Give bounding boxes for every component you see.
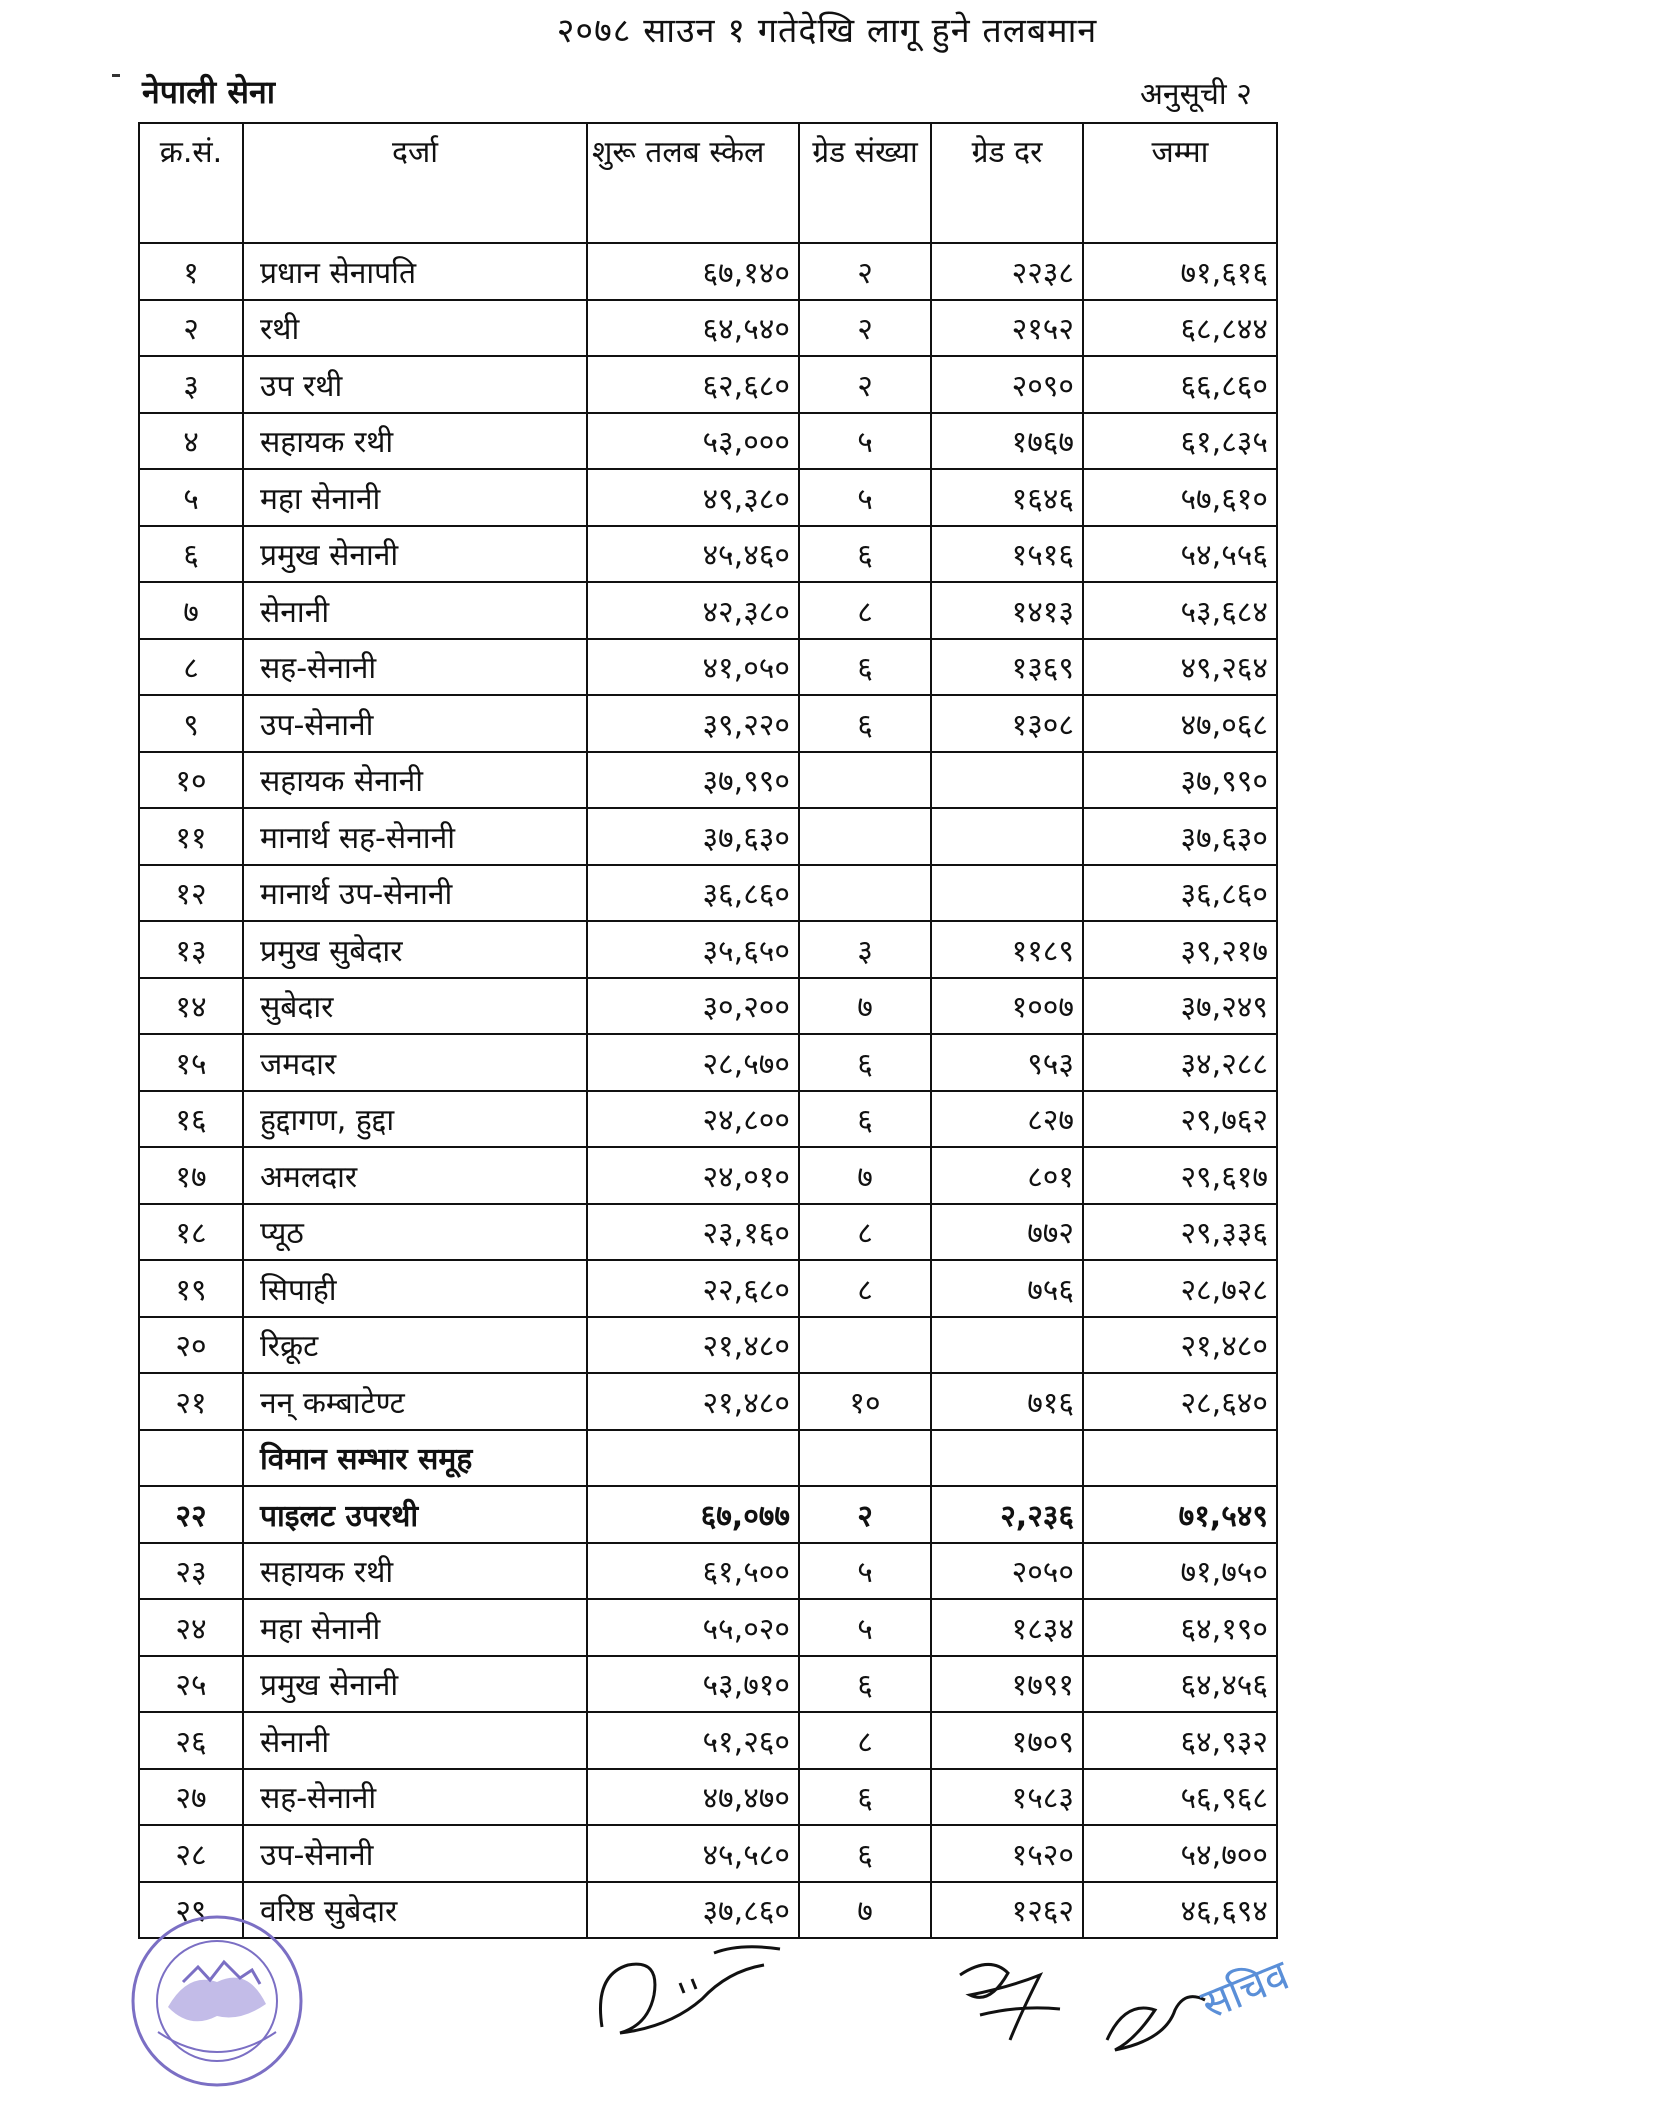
cell-total: ३७,९९० <box>1083 752 1277 809</box>
cell-total: ६४,४५६ <box>1083 1656 1277 1713</box>
document-title: २०७८ साउन १ गतेदेखि लागू हुने तलबमान <box>556 11 1098 51</box>
section-header-row <box>139 1430 1277 1487</box>
table-row <box>139 1034 1277 1091</box>
cell-start-scale: ६४,५४० <box>587 300 799 357</box>
cell-grade-rate: ११८९ <box>931 921 1083 978</box>
cell-grade-count: ६ <box>799 526 931 583</box>
table-row <box>139 469 1277 526</box>
cell-total: ४९,२६४ <box>1083 639 1277 696</box>
cell-total: ६१,८३५ <box>1083 413 1277 470</box>
cell-rank: रिक्रूट <box>243 1317 587 1374</box>
cell-total: २९,७६२ <box>1083 1091 1277 1148</box>
cell-grade-rate: ८२७ <box>931 1091 1083 1148</box>
cell-total: २९,३३६ <box>1083 1204 1277 1261</box>
cell-sn: ३ <box>139 356 243 413</box>
table-row <box>139 808 1277 865</box>
cell-grade-rate: १७६७ <box>931 413 1083 470</box>
cell-start-scale: ३९,२२० <box>587 695 799 752</box>
cell-grade-rate: १७९१ <box>931 1656 1083 1713</box>
cell-sn: ६ <box>139 526 243 583</box>
cell-sn: १० <box>139 752 243 809</box>
header-total: जम्मा <box>1083 123 1277 243</box>
cell-rank: सहायक सेनानी <box>243 752 587 809</box>
cell-rank: महा सेनानी <box>243 1599 587 1656</box>
cell-total: ५६,९६८ <box>1083 1769 1277 1826</box>
cell-grade-count: १० <box>799 1373 931 1430</box>
cell-sn: ४ <box>139 413 243 470</box>
cell-sn: १ <box>139 243 243 300</box>
cell-grade-count: ८ <box>799 1204 931 1261</box>
cell-total: २१,४८० <box>1083 1317 1277 1374</box>
cell-total: २८,६४० <box>1083 1373 1277 1430</box>
cell-grade-count: ६ <box>799 1769 931 1826</box>
cell-grade-count: ७ <box>799 978 931 1035</box>
cell-start-scale: २१,४८० <box>587 1317 799 1374</box>
cell-sn: २२ <box>139 1486 243 1543</box>
table-row <box>139 752 1277 809</box>
cell-grade-count: २ <box>799 356 931 413</box>
cell-start-scale: ६७,०७७ <box>587 1486 799 1543</box>
table-header-row <box>139 123 1277 243</box>
header-grade-rate: ग्रेड दर <box>931 123 1083 243</box>
cell-grade-count: ६ <box>799 1825 931 1882</box>
cell-grade-count: ६ <box>799 639 931 696</box>
cell-grade-count <box>799 865 931 922</box>
header-start-scale: शुरू तलब स्केल <box>587 123 799 243</box>
signature-2 <box>950 1945 1070 2055</box>
cell-grade-count: ५ <box>799 469 931 526</box>
cell-start-scale: ६७,१४० <box>587 243 799 300</box>
cell-grade-rate <box>931 1317 1083 1374</box>
cell-sn: १७ <box>139 1147 243 1204</box>
cell-grade-count: २ <box>799 300 931 357</box>
cell-start-scale: २३,१६० <box>587 1204 799 1261</box>
cell-total: ५४,५५६ <box>1083 526 1277 583</box>
cell-grade-count <box>799 1317 931 1374</box>
cell-grade-rate: २०५० <box>931 1543 1083 1600</box>
cell-total: ५३,६८४ <box>1083 582 1277 639</box>
cell-rank: मानार्थ सह-सेनानी <box>243 808 587 865</box>
secretary-label: सचिव <box>1194 1949 1296 2029</box>
cell-grade-rate: १५१६ <box>931 526 1083 583</box>
government-seal-stamp <box>128 1912 306 2090</box>
cell-sn: १५ <box>139 1034 243 1091</box>
cell-start-scale: ४१,०५० <box>587 639 799 696</box>
cell-rank: महा सेनानी <box>243 469 587 526</box>
cell-sn: २९ <box>139 1882 243 1939</box>
cell-total: ७१,६१६ <box>1083 243 1277 300</box>
cell-total: २९,६१७ <box>1083 1147 1277 1204</box>
cell-start-scale: ४५,५८० <box>587 1825 799 1882</box>
cell-start-scale: ५५,०२० <box>587 1599 799 1656</box>
cell-start-scale: ५३,००० <box>587 413 799 470</box>
cell-grade-rate <box>931 1430 1083 1487</box>
cell-start-scale: २४,०१० <box>587 1147 799 1204</box>
cell-sn: २० <box>139 1317 243 1374</box>
cell-rank: सह-सेनानी <box>243 639 587 696</box>
cell-start-scale: ३७,९९० <box>587 752 799 809</box>
cell-grade-rate: २१५२ <box>931 300 1083 357</box>
cell-grade-count: ८ <box>799 1260 931 1317</box>
cell-total: ३७,६३० <box>1083 808 1277 865</box>
signature-1 <box>590 1935 790 2045</box>
table-row <box>139 582 1277 639</box>
cell-rank: सेनानी <box>243 582 587 639</box>
cell-sn: २४ <box>139 1599 243 1656</box>
table-row <box>139 1882 1277 1939</box>
table-row <box>139 1769 1277 1826</box>
cell-grade-rate: ८०१ <box>931 1147 1083 1204</box>
table-row <box>139 1260 1277 1317</box>
cell-total: ३७,२४९ <box>1083 978 1277 1035</box>
table-row <box>139 1825 1277 1882</box>
cell-rank: अमलदार <box>243 1147 587 1204</box>
cell-sn: ९ <box>139 695 243 752</box>
cell-rank: विमान सम्भार समूह <box>243 1430 587 1487</box>
cell-total: ५४,७०० <box>1083 1825 1277 1882</box>
cell-grade-count <box>799 808 931 865</box>
cell-start-scale: ३५,६५० <box>587 921 799 978</box>
cell-grade-rate: १३०८ <box>931 695 1083 752</box>
cell-total: ६६,८६० <box>1083 356 1277 413</box>
table-row <box>139 1712 1277 1769</box>
cell-start-scale: २८,५७० <box>587 1034 799 1091</box>
cell-grade-count <box>799 752 931 809</box>
cell-start-scale: ३०,२०० <box>587 978 799 1035</box>
cell-rank: उप रथी <box>243 356 587 413</box>
table-row <box>139 1147 1277 1204</box>
table-row <box>139 695 1277 752</box>
cell-start-scale: ४७,४७० <box>587 1769 799 1826</box>
table-body <box>139 243 1277 1938</box>
cell-grade-rate: २२३८ <box>931 243 1083 300</box>
table-row <box>139 1486 1277 1543</box>
table-row <box>139 865 1277 922</box>
cell-rank: सहायक रथी <box>243 413 587 470</box>
cell-start-scale <box>587 1430 799 1487</box>
cell-grade-rate: २०९० <box>931 356 1083 413</box>
cell-start-scale: २२,६८० <box>587 1260 799 1317</box>
table-row <box>139 1543 1277 1600</box>
table-row <box>139 1091 1277 1148</box>
cell-sn: १४ <box>139 978 243 1035</box>
cell-grade-rate: २,२३६ <box>931 1486 1083 1543</box>
header-sn: क्र.सं. <box>139 123 243 243</box>
cell-grade-count <box>799 1430 931 1487</box>
cell-rank: सेनानी <box>243 1712 587 1769</box>
cell-sn <box>139 1430 243 1487</box>
cell-grade-count: ६ <box>799 1091 931 1148</box>
table-row <box>139 356 1277 413</box>
cell-sn: १२ <box>139 865 243 922</box>
table-row <box>139 300 1277 357</box>
cell-rank: जमदार <box>243 1034 587 1091</box>
cell-total: २८,७२८ <box>1083 1260 1277 1317</box>
cell-total: ३४,२८८ <box>1083 1034 1277 1091</box>
cell-sn: १८ <box>139 1204 243 1261</box>
cell-sn: २ <box>139 300 243 357</box>
cell-sn: २३ <box>139 1543 243 1600</box>
cell-total <box>1083 1430 1277 1487</box>
cell-grade-rate: १२६२ <box>931 1882 1083 1939</box>
cell-rank: प्यूठ <box>243 1204 587 1261</box>
cell-start-scale: ४५,४६० <box>587 526 799 583</box>
cell-total: ६४,९३२ <box>1083 1712 1277 1769</box>
cell-rank: प्रधान सेनापति <box>243 243 587 300</box>
cell-rank: सुबेदार <box>243 978 587 1035</box>
cell-grade-count: ५ <box>799 1599 931 1656</box>
cell-rank: वरिष्ठ सुबेदार <box>243 1882 587 1939</box>
cell-sn: ७ <box>139 582 243 639</box>
cell-rank: प्रमुख सुबेदार <box>243 921 587 978</box>
cell-sn: १९ <box>139 1260 243 1317</box>
cell-grade-count: ७ <box>799 1882 931 1939</box>
cell-grade-rate: ७५६ <box>931 1260 1083 1317</box>
cell-start-scale: ३७,६३० <box>587 808 799 865</box>
cell-grade-count: ८ <box>799 582 931 639</box>
cell-sn: ५ <box>139 469 243 526</box>
cell-grade-count: २ <box>799 1486 931 1543</box>
cell-total: ६८,८४४ <box>1083 300 1277 357</box>
cell-sn: ११ <box>139 808 243 865</box>
cell-rank: हुद्दागण, हुद्दा <box>243 1091 587 1148</box>
annex-label: अनुसूची २ <box>1140 77 1252 112</box>
cell-grade-count: ६ <box>799 695 931 752</box>
cell-grade-rate: १८३४ <box>931 1599 1083 1656</box>
organization-name: नेपाली सेना <box>142 73 276 111</box>
cell-rank: मानार्थ उप-सेनानी <box>243 865 587 922</box>
margin-mark <box>112 74 120 77</box>
cell-rank: प्रमुख सेनानी <box>243 526 587 583</box>
header-rank: दर्जा <box>243 123 587 243</box>
cell-start-scale: ६२,६८० <box>587 356 799 413</box>
cell-rank: उप-सेनानी <box>243 1825 587 1882</box>
cell-grade-count: ३ <box>799 921 931 978</box>
cell-grade-rate: १३६९ <box>931 639 1083 696</box>
cell-grade-count: ८ <box>799 1712 931 1769</box>
cell-start-scale: ३६,८६० <box>587 865 799 922</box>
cell-grade-count: ७ <box>799 1147 931 1204</box>
cell-total: ७१,७५० <box>1083 1543 1277 1600</box>
cell-grade-rate: १४१३ <box>931 582 1083 639</box>
table-row <box>139 243 1277 300</box>
cell-grade-rate <box>931 752 1083 809</box>
cell-sn: ८ <box>139 639 243 696</box>
cell-rank: सिपाही <box>243 1260 587 1317</box>
cell-sn: २१ <box>139 1373 243 1430</box>
cell-start-scale: ३७,८६० <box>587 1882 799 1939</box>
cell-total: ४६,६९४ <box>1083 1882 1277 1939</box>
cell-rank: उप-सेनानी <box>243 695 587 752</box>
cell-rank: नन् कम्बाटेण्ट <box>243 1373 587 1430</box>
cell-grade-rate: १६४६ <box>931 469 1083 526</box>
cell-grade-rate: १५२० <box>931 1825 1083 1882</box>
cell-grade-rate: १७०९ <box>931 1712 1083 1769</box>
cell-total: ७१,५४९ <box>1083 1486 1277 1543</box>
cell-rank: पाइलट उपरथी <box>243 1486 587 1543</box>
cell-grade-rate: १००७ <box>931 978 1083 1035</box>
cell-start-scale: २४,८०० <box>587 1091 799 1148</box>
cell-grade-count: ५ <box>799 413 931 470</box>
cell-total: ४७,०६८ <box>1083 695 1277 752</box>
cell-grade-rate: १५८३ <box>931 1769 1083 1826</box>
table-row <box>139 1204 1277 1261</box>
cell-grade-rate: ७१६ <box>931 1373 1083 1430</box>
cell-sn: २५ <box>139 1656 243 1713</box>
cell-rank: सहायक रथी <box>243 1543 587 1600</box>
table-row <box>139 1656 1277 1713</box>
table-row <box>139 921 1277 978</box>
table-row <box>139 1373 1277 1430</box>
cell-total: ३९,२१७ <box>1083 921 1277 978</box>
cell-start-scale: ४२,३८० <box>587 582 799 639</box>
table-row <box>139 526 1277 583</box>
salary-table <box>138 122 1278 1939</box>
cell-grade-count: २ <box>799 243 931 300</box>
header-grade-count: ग्रेड संख्या <box>799 123 931 243</box>
cell-total: ३६,८६० <box>1083 865 1277 922</box>
cell-start-scale: ५३,७१० <box>587 1656 799 1713</box>
cell-start-scale: २१,४८० <box>587 1373 799 1430</box>
cell-rank: प्रमुख सेनानी <box>243 1656 587 1713</box>
cell-grade-rate <box>931 808 1083 865</box>
cell-rank: रथी <box>243 300 587 357</box>
cell-grade-count: ६ <box>799 1656 931 1713</box>
table-row <box>139 978 1277 1035</box>
table-row <box>139 1317 1277 1374</box>
cell-sn: २७ <box>139 1769 243 1826</box>
cell-grade-rate: ७७२ <box>931 1204 1083 1261</box>
table-row <box>139 413 1277 470</box>
cell-grade-count: ५ <box>799 1543 931 1600</box>
cell-total: ५७,६१० <box>1083 469 1277 526</box>
table-row <box>139 1599 1277 1656</box>
cell-sn: २६ <box>139 1712 243 1769</box>
cell-sn: १६ <box>139 1091 243 1148</box>
cell-total: ६४,१९० <box>1083 1599 1277 1656</box>
table-row <box>139 639 1277 696</box>
cell-start-scale: ४९,३८० <box>587 469 799 526</box>
cell-sn: २८ <box>139 1825 243 1882</box>
cell-grade-rate: ९५३ <box>931 1034 1083 1091</box>
cell-start-scale: ६१,५०० <box>587 1543 799 1600</box>
cell-sn: १३ <box>139 921 243 978</box>
cell-grade-rate <box>931 865 1083 922</box>
cell-start-scale: ५१,२६० <box>587 1712 799 1769</box>
cell-rank: सह-सेनानी <box>243 1769 587 1826</box>
cell-grade-count: ६ <box>799 1034 931 1091</box>
